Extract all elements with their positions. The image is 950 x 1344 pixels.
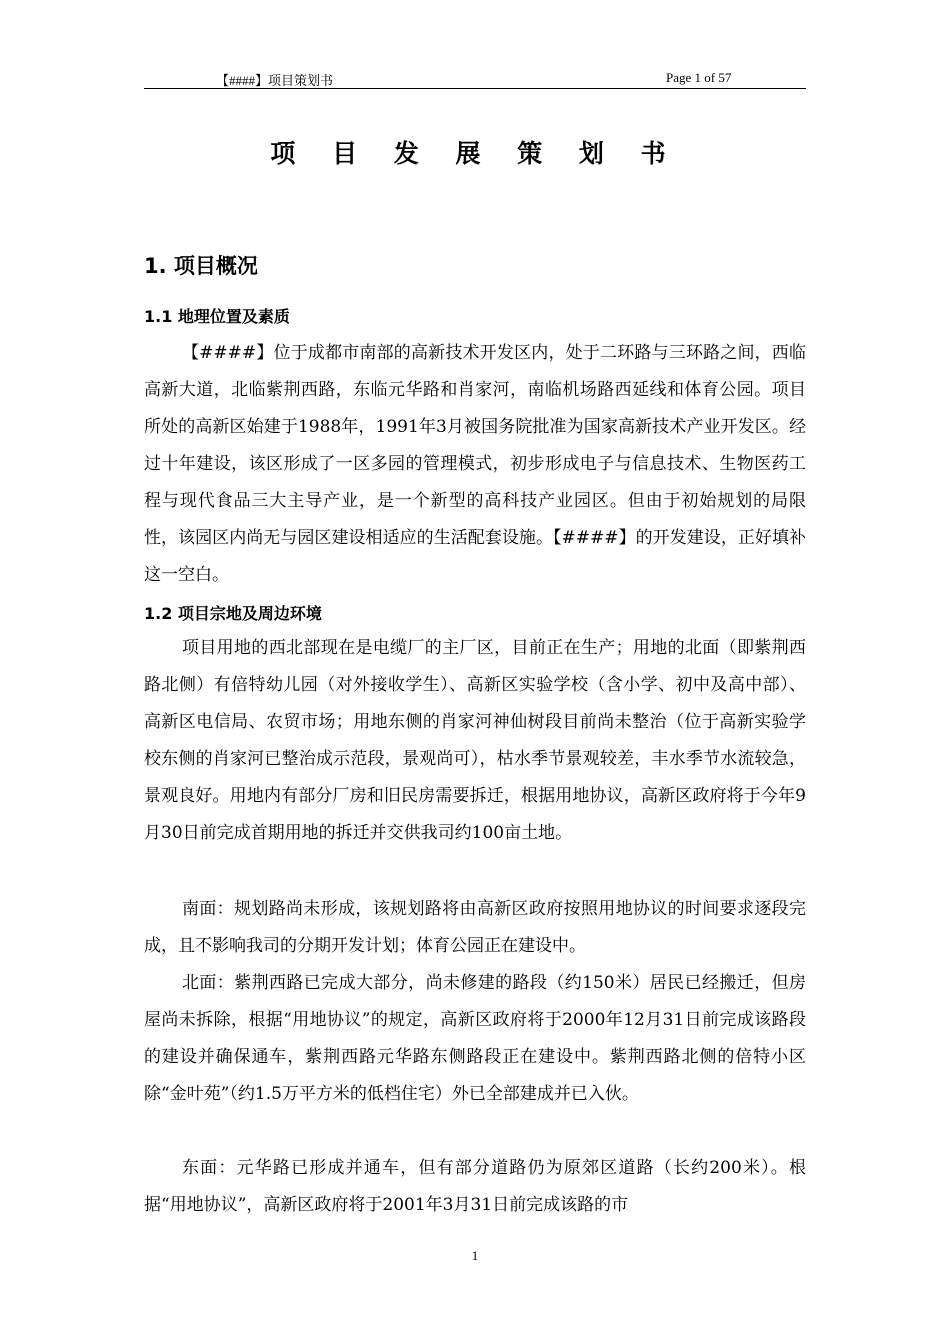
paragraph-site-overview: 项目用地的西北部现在是电缆厂的主厂区，目前正在生产；用地的北面（即紫荆西路北侧）有倍特幼儿园（对外接收学生）、高新区实验学校（含小学、初中及高中部）、高新区电信局、农贸市场；用地东侧的肖家河神仙树段目前尚未整治（位于高新实验学校东侧的肖家河已整治成示范段，景观尚可），枯水季节景观较差，丰水季节水流较急，景观良好。用地内有部分厂房和旧民房需要拆迁，根据用地协议，高新区政府将于今年9月30日前完成首期用地的拆迁并交供我司约100亩土地。 bbox=[144, 638, 806, 843]
paragraph-location: 【####】位于成都市南部的高新技术开发区内，处于二环路与三环路之间，西临高新大道，北临紫荆西路，东临元华路和肖家河，南临机场路西延线和体育公园。项目所处的高新区始建于1988年，1991年3月被国务院批准为国家高新技术产业开发区。经过十年建设，该区形成了一区多园的管理模式，初步形成电子与信息技术、生物医药工程与现代食品三大主导产业，是一个新型的高科技产业园区。但由于初始规划的局限性，该园区内尚无与园区建设相适应的生活配套设施。【####】的开发建设，正好填补这一空白。 bbox=[144, 343, 806, 585]
section-heading-1: 1. 项目概况 bbox=[144, 254, 258, 278]
page-number: 1 bbox=[471, 1248, 479, 1263]
subsection-heading-1-2: 1.2 项目宗地及周边环境 bbox=[144, 604, 322, 623]
paragraph-south-side: 南面：规划路尚未形成，该规划路将由高新区政府按照用地协议的时间要求逐段完成，且不影响我司的分期开发计划；体育公园正在建设中。 bbox=[144, 899, 806, 956]
paragraph-east-side: 东面：元华路已形成并通车，但有部分道路仍为原郊区道路（长约200米）。根据“用地协议”，高新区政府将于2001年3月31日前完成该路的市 bbox=[144, 1158, 806, 1215]
header-doc-name: 【####】项目策划书 bbox=[216, 73, 334, 88]
header-page-indicator: Page 1 of 57 bbox=[666, 70, 732, 85]
document-title: 项 目 发 展 策 划 书 bbox=[270, 139, 680, 168]
page-header bbox=[144, 68, 806, 89]
paragraph-north-side: 北面：紫荆西路已完成大部分，尚未修建的路段（约150米）居民已经搬迁，但房屋尚未拆除，根据“用地协议”的规定，高新区政府将于2000年12月31日前完成该路段的建设并确保通车，紫荆西路元华路东侧路段正在建设中。紫荆西路北侧的倍特小区除“金叶苑”（约1.5万平方米的低档住宅）外已全部建成并已入伙。 bbox=[144, 973, 806, 1104]
subsection-heading-1-1: 1.1 地理位置及素质 bbox=[144, 307, 290, 326]
